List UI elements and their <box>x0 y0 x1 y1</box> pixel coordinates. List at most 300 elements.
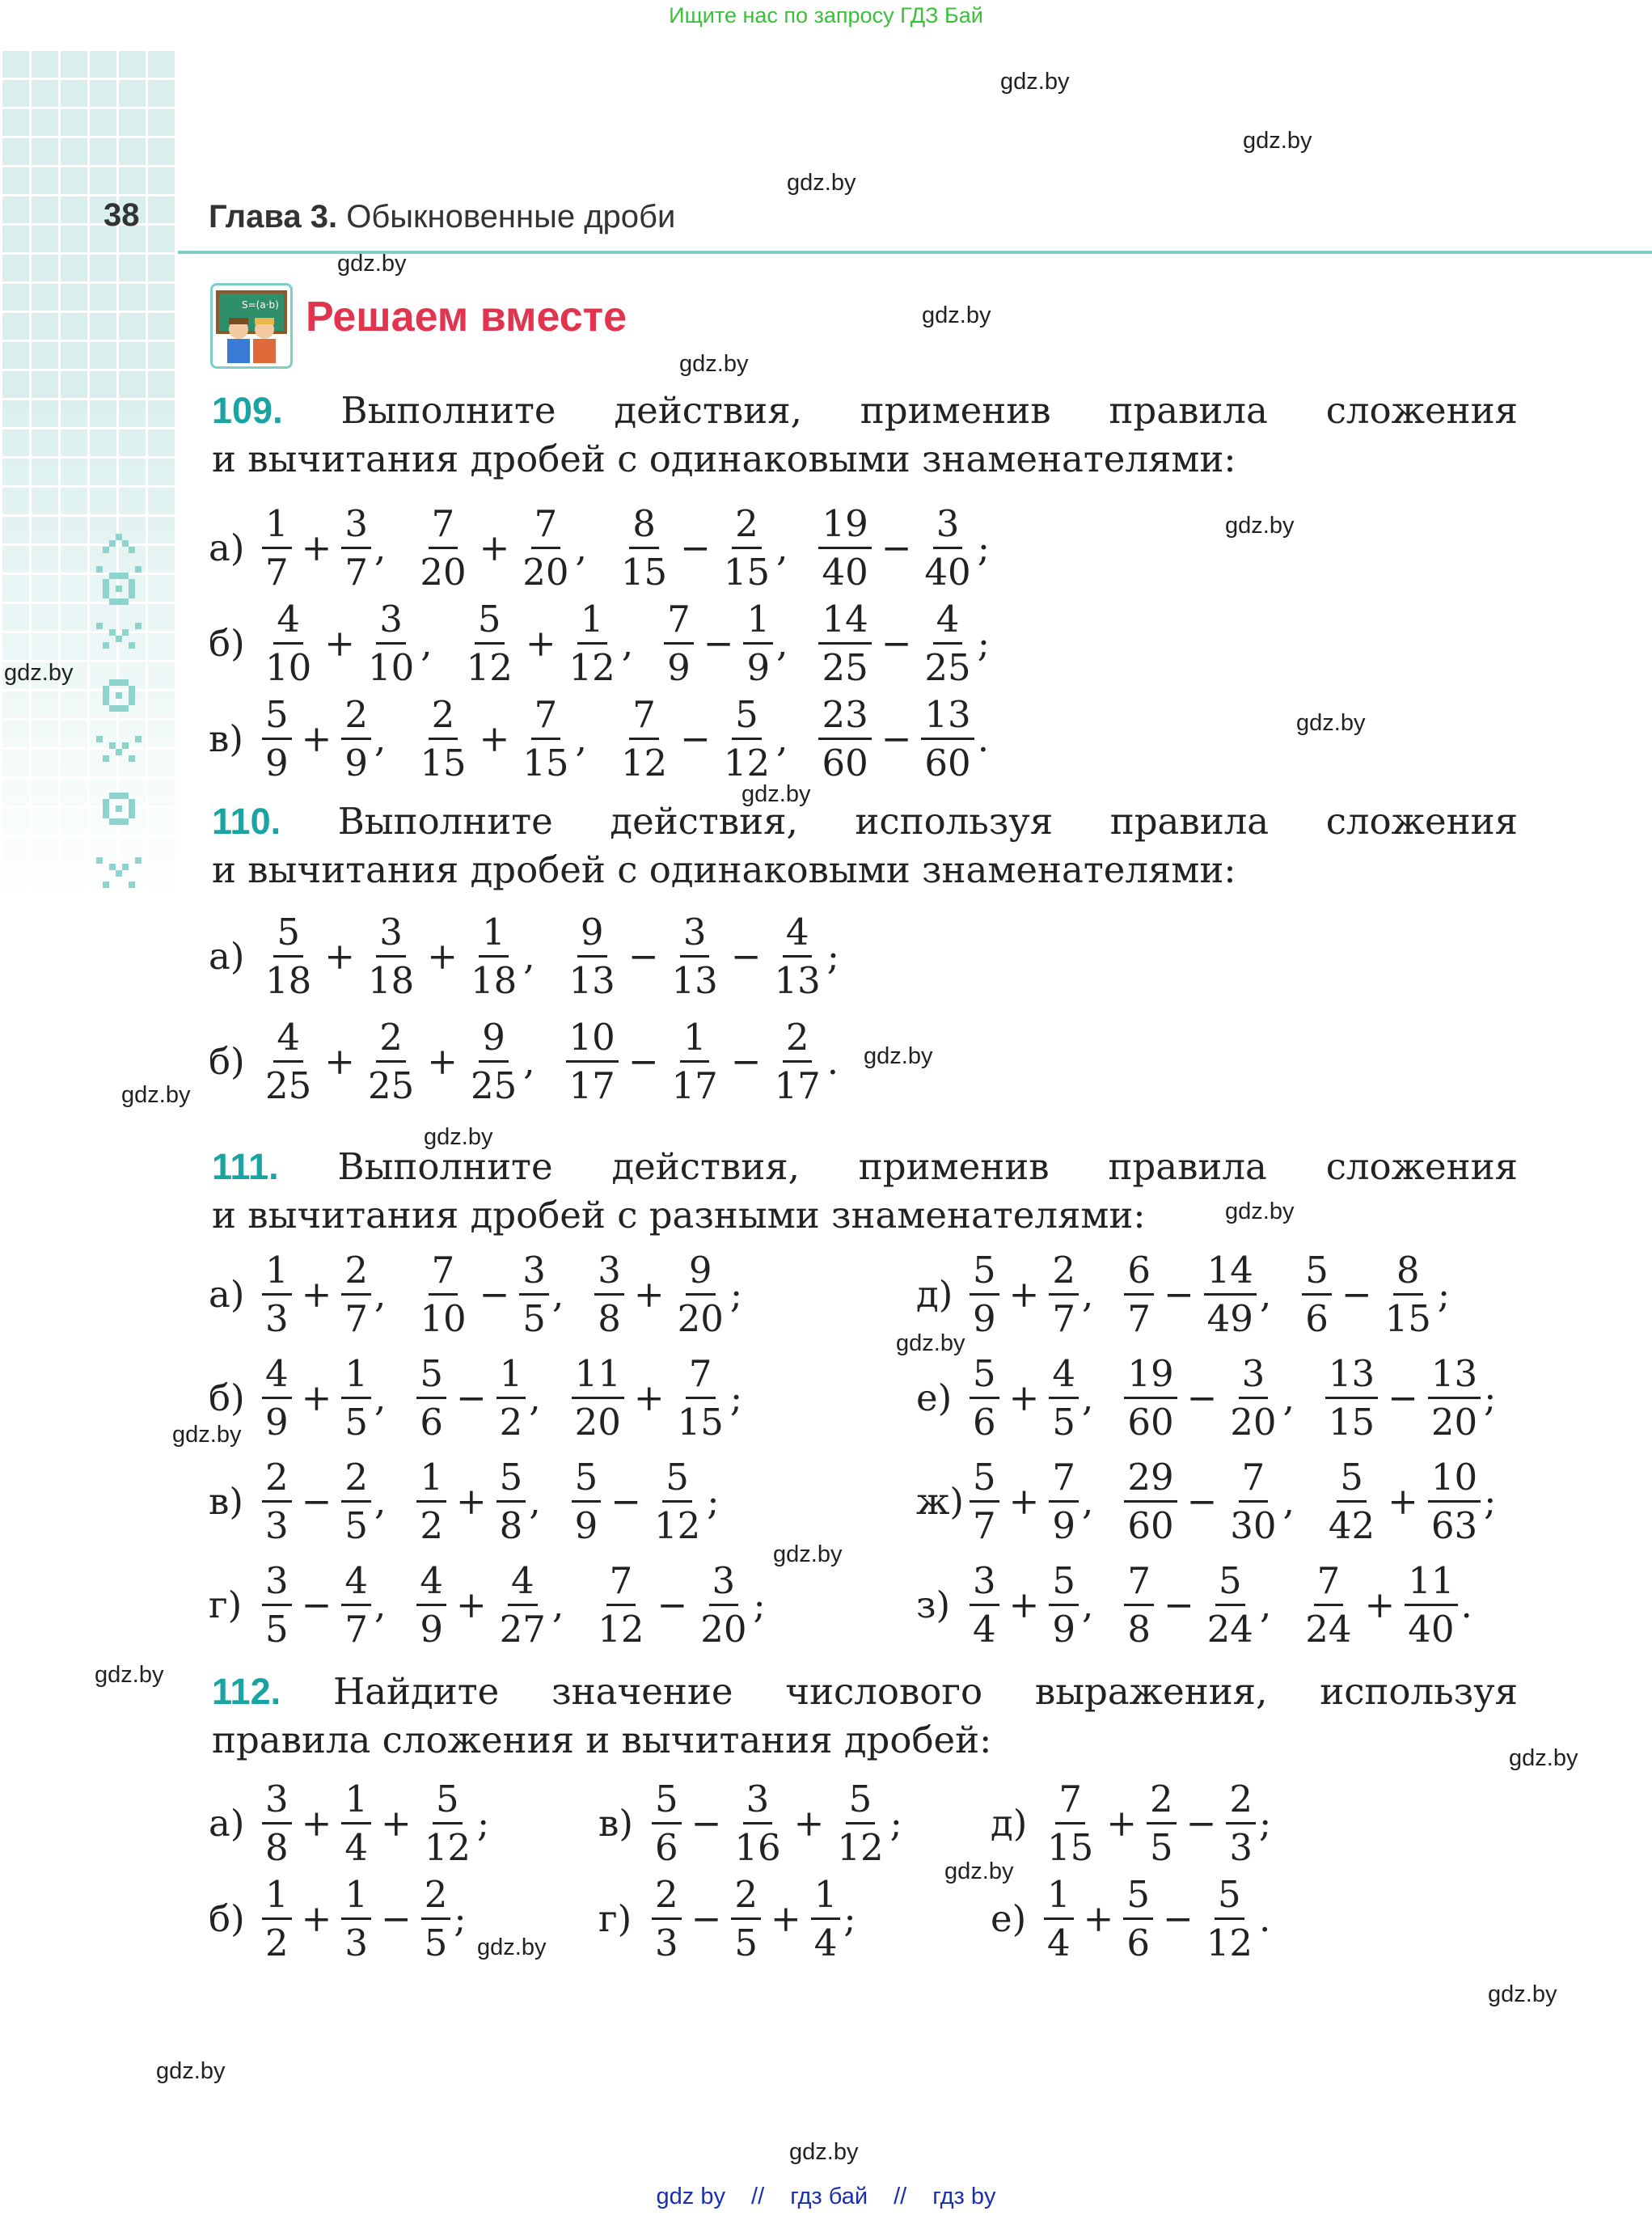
numerator: 5 <box>1215 1876 1244 1920</box>
denominator: 4 <box>1047 1922 1071 1964</box>
numerator: 19 <box>818 505 871 549</box>
fraction <box>566 1016 619 1107</box>
operator: + <box>1364 1583 1396 1626</box>
denominator: 7 <box>1127 1297 1151 1340</box>
operator: − <box>381 1897 412 1940</box>
watermark: gdz.by <box>896 1330 965 1356</box>
denominator: 8 <box>598 1297 621 1340</box>
watermark: gdz.by <box>1488 1981 1557 2007</box>
numerator: 3 <box>262 1781 292 1824</box>
fraction <box>262 1778 292 1869</box>
denominator: 3 <box>1229 1826 1253 1869</box>
numerator: 10 <box>1428 1459 1481 1503</box>
numerator: 5 <box>416 1355 446 1399</box>
numerator: 7 <box>606 1562 636 1606</box>
numerator: 5 <box>475 601 505 645</box>
punctuation: ; <box>1437 1273 1451 1316</box>
numerator: 3 <box>743 1781 773 1824</box>
chapter-prefix: Глава 3. <box>209 199 338 235</box>
punctuation: . <box>826 1040 839 1083</box>
punctuation: ; <box>1484 1376 1497 1419</box>
operator: − <box>301 1480 332 1523</box>
fraction <box>496 1559 549 1651</box>
numerator: 3 <box>1239 1355 1269 1399</box>
denominator: 8 <box>499 1504 523 1547</box>
operator: + <box>479 717 510 760</box>
search-hint-banner[interactable]: Ищите нас по запросу ГДЗ Бай <box>669 3 983 27</box>
fraction <box>1049 1249 1079 1340</box>
denominator: 10 <box>420 1297 467 1340</box>
fraction <box>262 598 315 689</box>
fraction <box>341 502 371 594</box>
fraction <box>651 1456 703 1547</box>
denominator: 12 <box>837 1826 884 1869</box>
fraction <box>1227 1456 1279 1547</box>
punctuation: ; <box>454 1897 467 1940</box>
numerator: 5 <box>273 914 303 958</box>
watermark: gdz.by <box>95 1662 164 1688</box>
watermark: gdz.by <box>944 1858 1014 1884</box>
punctuation: , <box>551 1273 564 1316</box>
denominator: 6 <box>973 1401 996 1444</box>
denominator: 24 <box>1206 1608 1253 1651</box>
punctuation: , <box>374 1583 387 1626</box>
numerator: 7 <box>531 696 561 740</box>
operator: − <box>691 1897 722 1940</box>
operator: − <box>301 1583 332 1626</box>
numerator: 4 <box>262 1355 292 1399</box>
operator: + <box>381 1802 412 1845</box>
numerator: 2 <box>341 1459 371 1503</box>
exercise-label: б) <box>209 1897 245 1940</box>
watermark: gdz.by <box>1225 1199 1295 1224</box>
fraction <box>416 693 469 784</box>
denominator: 25 <box>367 1064 415 1107</box>
punctuation: , <box>374 1273 387 1316</box>
operator: − <box>611 1480 641 1523</box>
watermark: gdz.by <box>787 170 856 196</box>
denominator: 30 <box>1230 1504 1277 1547</box>
numerator: 9 <box>686 1252 716 1296</box>
fraction <box>1124 1249 1154 1340</box>
fraction <box>811 1873 841 1964</box>
operator: + <box>301 1897 332 1940</box>
numerator: 8 <box>629 505 659 549</box>
fraction <box>365 598 417 689</box>
watermark: gdz.by <box>864 1043 933 1069</box>
svg-text:S=(a·b): S=(a·b) <box>242 299 279 311</box>
denominator: 6 <box>655 1826 678 1869</box>
fraction <box>416 1559 446 1651</box>
task-109-text <box>212 387 1518 484</box>
denominator: 15 <box>620 551 668 594</box>
fraction <box>1302 1559 1354 1651</box>
numerator: 4 <box>783 914 813 958</box>
operator: − <box>1163 1897 1194 1940</box>
numerator: 3 <box>594 1252 624 1296</box>
fraction <box>618 502 670 594</box>
operator: − <box>881 622 912 665</box>
numerator: 8 <box>1393 1252 1423 1296</box>
numerator: 1 <box>262 1252 292 1296</box>
denominator: 9 <box>265 1401 289 1444</box>
operator: + <box>525 622 556 665</box>
denominator: 60 <box>1127 1401 1174 1444</box>
denominator: 15 <box>723 551 771 594</box>
footer-separator: // <box>894 2184 907 2209</box>
numerator: 2 <box>732 505 762 549</box>
operator: + <box>301 1376 332 1419</box>
operator: + <box>1008 1583 1040 1626</box>
exercise-row <box>209 693 1016 784</box>
exercise-row <box>209 1352 770 1444</box>
fraction <box>262 1016 315 1107</box>
fraction <box>1124 1456 1177 1547</box>
exercise-label: б) <box>209 1376 245 1419</box>
numerator: 2 <box>731 1876 761 1920</box>
numerator: 1 <box>811 1876 841 1920</box>
numerator: 4 <box>933 601 963 645</box>
denominator: 7 <box>1052 1297 1075 1340</box>
fraction <box>262 502 292 594</box>
watermark: gdz.by <box>172 1422 242 1448</box>
denominator: 20 <box>1430 1401 1478 1444</box>
exercise-label: ж) <box>916 1480 964 1523</box>
denominator: 9 <box>973 1297 996 1340</box>
fraction <box>262 1249 292 1340</box>
fraction <box>566 598 619 689</box>
punctuation: . <box>977 717 989 760</box>
exercise-row <box>209 1559 793 1651</box>
watermark: gdz.by <box>679 351 749 377</box>
numerator: 1 <box>262 1876 292 1920</box>
fraction <box>572 1352 624 1444</box>
numerator: 5 <box>846 1781 876 1824</box>
numerator: 3 <box>680 914 710 958</box>
fraction <box>1049 1559 1079 1651</box>
numerator: 3 <box>970 1562 999 1606</box>
numerator: 1 <box>341 1781 371 1824</box>
fraction <box>1044 1873 1074 1964</box>
denominator: 7 <box>265 551 289 594</box>
numerator: 3 <box>341 505 371 549</box>
fraction <box>818 693 871 784</box>
punctuation: ; <box>977 622 990 665</box>
fraction <box>416 502 469 594</box>
fraction <box>519 502 572 594</box>
denominator: 15 <box>1047 1826 1094 1869</box>
numerator: 1 <box>262 505 292 549</box>
numerator: 1 <box>341 1876 371 1920</box>
denominator: 6 <box>420 1401 443 1444</box>
denominator: 10 <box>265 646 312 689</box>
fraction <box>496 1352 526 1444</box>
footer-separator: // <box>751 2184 765 2209</box>
punctuation: . <box>1258 1897 1271 1940</box>
operator: − <box>680 717 711 760</box>
task-line: правила сложения и вычитания дробей: <box>212 1719 992 1761</box>
task-line: Найдите значение числового выражения, используя <box>332 1670 1519 1713</box>
fraction <box>1049 1456 1079 1547</box>
fraction <box>421 1873 451 1964</box>
denominator: 2 <box>420 1504 443 1547</box>
fraction <box>921 598 974 689</box>
fraction <box>771 911 824 1002</box>
numerator: 4 <box>508 1562 538 1606</box>
denominator: 40 <box>924 551 971 594</box>
denominator: 20 <box>522 551 569 594</box>
exercise-label: а) <box>209 1273 245 1316</box>
watermark: gdz.by <box>121 1082 191 1108</box>
fraction <box>669 1016 721 1107</box>
operator: + <box>324 935 355 978</box>
fraction <box>341 693 371 784</box>
denominator: 3 <box>265 1504 289 1547</box>
denominator: 3 <box>655 1922 678 1964</box>
task-line: и вычитания дробей с одинаковыми знаменателями: <box>212 848 1236 891</box>
numerator: 7 <box>629 696 659 740</box>
numerator: 3 <box>709 1562 739 1606</box>
operator: − <box>455 1376 487 1419</box>
denominator: 7 <box>973 1504 996 1547</box>
fraction <box>669 911 721 1002</box>
fraction <box>674 1352 727 1444</box>
fraction <box>341 1456 371 1547</box>
operator: − <box>627 935 659 978</box>
operator: + <box>1008 1273 1040 1316</box>
fraction <box>416 1352 446 1444</box>
task-number: 112. <box>212 1671 281 1712</box>
denominator: 10 <box>367 646 415 689</box>
numerator: 7 <box>1239 1459 1269 1503</box>
punctuation: , <box>1259 1583 1272 1626</box>
denominator: 2 <box>499 1401 523 1444</box>
punctuation: , <box>776 526 788 569</box>
fraction <box>664 598 694 689</box>
operator: + <box>1388 1480 1418 1523</box>
numerator: 5 <box>1337 1459 1367 1503</box>
denominator: 20 <box>420 551 467 594</box>
exercise-label: в) <box>209 717 243 760</box>
operator: + <box>324 622 355 665</box>
denominator: 13 <box>774 959 821 1002</box>
fraction <box>519 1249 549 1340</box>
exercise-row <box>209 1873 494 1964</box>
denominator: 12 <box>466 646 513 689</box>
operator: − <box>691 1802 722 1845</box>
fraction <box>594 1249 624 1340</box>
punctuation: ; <box>843 1897 856 1940</box>
page-number: 38 <box>104 197 140 233</box>
exercise-label: з) <box>916 1583 951 1626</box>
footer-links <box>0 2184 1652 2210</box>
numerator: 5 <box>970 1252 999 1296</box>
watermark: gdz.by <box>1243 128 1312 154</box>
task-line: и вычитания дробей с одинаковыми знаменателями: <box>212 438 1236 480</box>
fraction <box>1124 1559 1154 1651</box>
punctuation: ; <box>977 526 990 569</box>
numerator: 14 <box>818 601 871 645</box>
numerator: 5 <box>1302 1252 1332 1296</box>
denominator: 5 <box>522 1297 546 1340</box>
numerator: 2 <box>1226 1781 1256 1824</box>
operator: + <box>301 717 332 760</box>
task-number: 109. <box>212 390 283 431</box>
fraction <box>566 911 619 1002</box>
fraction <box>921 693 974 784</box>
denominator: 20 <box>574 1401 621 1444</box>
denominator: 24 <box>1305 1608 1352 1651</box>
fraction <box>818 502 871 594</box>
punctuation: ; <box>753 1583 766 1626</box>
operator: + <box>324 1040 355 1083</box>
task-111-text <box>212 1143 1518 1240</box>
exercise-label: а) <box>209 1802 245 1845</box>
operator: + <box>301 1273 332 1316</box>
chapter-heading <box>209 199 675 235</box>
punctuation: , <box>523 935 535 978</box>
operator: + <box>427 935 458 978</box>
operator: + <box>1106 1802 1137 1845</box>
fraction <box>970 1249 999 1340</box>
fraction <box>421 1778 474 1869</box>
fraction <box>1123 1873 1153 1964</box>
punctuation: ; <box>476 1802 490 1845</box>
punctuation: , <box>621 622 634 665</box>
exercise-row <box>916 1352 1523 1444</box>
numerator: 13 <box>921 696 974 740</box>
operator: − <box>881 717 912 760</box>
operator: − <box>1163 1583 1194 1626</box>
fraction <box>1405 1559 1457 1651</box>
numerator: 2 <box>652 1876 682 1920</box>
denominator: 15 <box>522 742 569 784</box>
exercise-row <box>209 1016 866 1107</box>
numerator: 3 <box>519 1252 549 1296</box>
exercise-row <box>991 1873 1298 1964</box>
fraction <box>519 693 572 784</box>
operator: − <box>1185 1802 1217 1845</box>
watermark: gdz.by <box>789 2139 859 2165</box>
exercise-row <box>209 1778 517 1869</box>
fraction <box>572 1456 602 1547</box>
classroom-icon <box>210 283 293 369</box>
fraction <box>731 1778 784 1869</box>
punctuation: , <box>776 622 788 665</box>
exercise-row <box>209 911 867 1002</box>
denominator: 7 <box>344 1297 368 1340</box>
denominator: 7 <box>344 551 368 594</box>
denominator: 5 <box>1149 1826 1173 1869</box>
exercise-row <box>209 1456 746 1547</box>
fraction <box>365 1016 417 1107</box>
numerator: 5 <box>496 1459 526 1503</box>
operator: − <box>1186 1376 1218 1419</box>
exercise-row <box>209 1249 770 1340</box>
fraction <box>262 693 292 784</box>
denominator: 3 <box>344 1922 368 1964</box>
exercise-label: в) <box>598 1802 633 1845</box>
denominator: 17 <box>568 1064 615 1107</box>
operator: + <box>793 1802 825 1845</box>
punctuation: ; <box>1258 1802 1272 1845</box>
punctuation: ; <box>889 1802 902 1845</box>
exercise-label: а) <box>209 935 245 978</box>
numerator: 6 <box>1124 1252 1154 1296</box>
fraction <box>262 911 315 1002</box>
task-line: Выполните действия, применив правила сложения <box>337 1145 1518 1188</box>
fraction <box>1302 1249 1332 1340</box>
fraction <box>262 1559 292 1651</box>
punctuation: ; <box>729 1376 743 1419</box>
numerator: 5 <box>433 1781 463 1824</box>
numerator: 5 <box>662 1459 692 1503</box>
denominator: 60 <box>822 742 868 784</box>
numerator: 11 <box>572 1355 624 1399</box>
footer-link[interactable]: гдз бай <box>790 2184 868 2209</box>
numerator: 2 <box>1049 1252 1079 1296</box>
task-112-text <box>212 1668 1518 1765</box>
operator: − <box>1186 1480 1218 1523</box>
denominator: 15 <box>1384 1297 1431 1340</box>
denominator: 9 <box>420 1608 443 1651</box>
watermark: gdz.by <box>424 1124 493 1150</box>
denominator: 12 <box>424 1826 471 1869</box>
denominator: 20 <box>1230 1401 1277 1444</box>
exercise-label: в) <box>209 1480 243 1523</box>
denominator: 15 <box>420 742 467 784</box>
operator: + <box>455 1583 487 1626</box>
punctuation: , <box>776 717 788 760</box>
operator: + <box>771 1897 801 1940</box>
denominator: 18 <box>265 959 312 1002</box>
footer-link[interactable]: гдз by <box>932 2184 996 2209</box>
fraction <box>594 1559 647 1651</box>
numerator: 5 <box>732 696 762 740</box>
numerator: 7 <box>429 1252 458 1296</box>
fraction <box>496 1456 526 1547</box>
punctuation: , <box>1082 1376 1094 1419</box>
fraction <box>743 598 773 689</box>
numerator: 5 <box>572 1459 602 1503</box>
fraction <box>1428 1456 1481 1547</box>
numerator: 2 <box>262 1459 292 1503</box>
fraction <box>262 1873 292 1964</box>
numerator: 5 <box>262 696 292 740</box>
operator: − <box>730 935 762 978</box>
numerator: 14 <box>1204 1252 1257 1296</box>
denominator: 5 <box>344 1504 368 1547</box>
fraction <box>416 1249 469 1340</box>
fraction <box>618 693 670 784</box>
exercise-label: б) <box>209 622 245 665</box>
denominator: 16 <box>734 1826 781 1869</box>
operator: − <box>730 1040 762 1083</box>
watermark: gdz.by <box>1296 710 1366 736</box>
fraction <box>341 1778 371 1869</box>
punctuation: , <box>374 717 387 760</box>
denominator: 49 <box>1206 1297 1253 1340</box>
footer-link[interactable]: gdz by <box>656 2184 725 2209</box>
fraction <box>1325 1352 1378 1444</box>
denominator: 9 <box>344 742 368 784</box>
operator: − <box>703 622 734 665</box>
operator: − <box>1388 1376 1418 1419</box>
punctuation: , <box>374 526 387 569</box>
operator: − <box>627 1040 659 1083</box>
operator: + <box>1008 1480 1040 1523</box>
watermark: gdz.by <box>773 1541 843 1567</box>
